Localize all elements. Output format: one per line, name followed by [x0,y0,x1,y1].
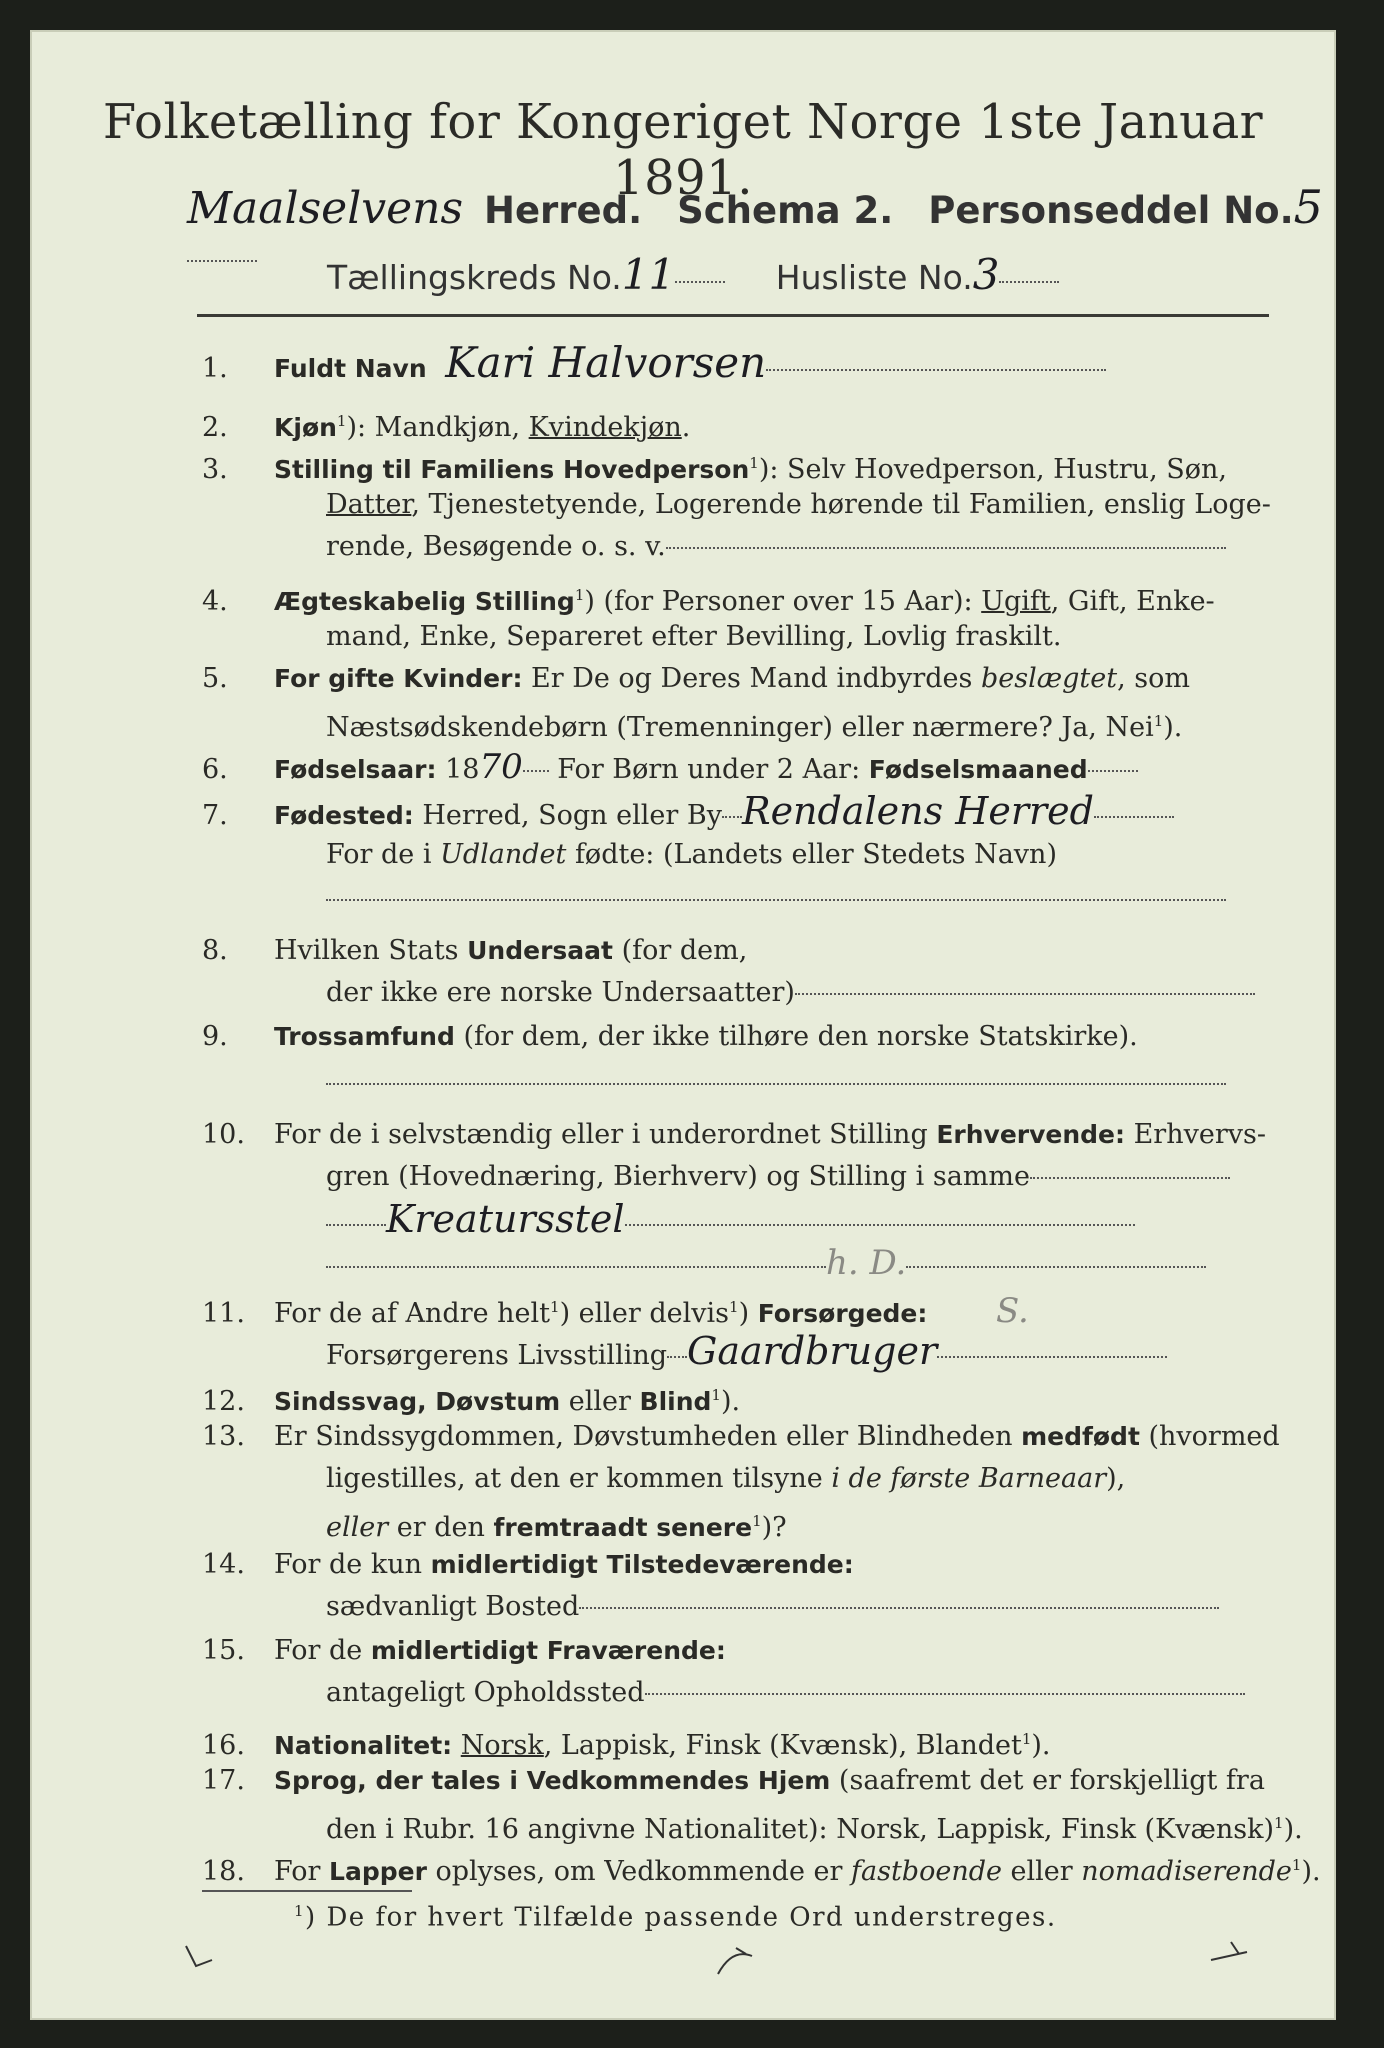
item-10 [202,1114,1277,1156]
footnote-marker: 1 [1291,1856,1302,1874]
herred-handwritten: Maalselvens [187,183,464,234]
item-text: For de af Andre helt [274,1298,551,1329]
item-number: 2. [202,412,228,443]
item-text: . [681,412,691,443]
item-18 [202,1844,1321,1893]
item-3-line-2 [202,484,1336,526]
item-8-line-2 [202,972,1336,1014]
item-text: Er Sindssygdommen, Døvstumheden eller Blindheden [274,1421,1022,1452]
item-label: Undersaat [467,936,613,965]
item-text: , Tjenestetyende, Logerende hørende til Familien, enslig Loge- [411,489,1271,520]
item-label: Forsørgede: [757,1299,928,1328]
item-text: ), [1106,1463,1126,1494]
item-7-line-3 [202,878,1336,920]
item-text: ) eller delvis [559,1298,730,1329]
item-text: (saafremt det er forskjelligt fra [830,1765,1265,1796]
selected-option: Kvindekjøn [528,412,682,443]
item-9 [202,1016,1277,1058]
item-number: 12. [202,1386,245,1417]
dotted-leader [625,1224,1135,1226]
item-text: ). [1283,1814,1303,1845]
item-text: Erhvervs- [1125,1119,1266,1150]
item-label: Fødselsmaaned [868,755,1088,784]
item-9-line-2 [202,1062,1336,1104]
item-text: (hvormed [1139,1421,1280,1452]
item-text: nomadiserende [1081,1856,1292,1887]
item-label: Ægteskabelig Stilling [274,587,575,616]
name-value: Kari Halvorsen [445,338,767,387]
dotted-leader [999,281,1059,283]
census-form [30,30,1336,2020]
item-7-line-2 [202,834,1336,876]
item-number: 7. [202,800,228,831]
dotted-leader [937,1356,1167,1358]
footnote-marker: 1 [294,1902,306,1920]
item-text: ): Selv Hovedperson, Hustru, Søn, [758,454,1227,485]
footnote-marker: 1 [336,412,347,430]
item-3-line-3 [202,526,1336,568]
dotted-leader [906,1266,1206,1268]
item-17 [202,1760,1277,1802]
dotted-leader [667,1356,687,1358]
item-11 [202,1286,1277,1335]
item-text: For [274,1856,330,1887]
item-text: i de første Barneaar [831,1463,1107,1494]
footnote-marker: 1 [729,1298,739,1316]
form-title: Folketælling for Kongeriget Norge 1ste Januar 1891. [102,94,1264,206]
item-13-line-2 [202,1458,1336,1500]
item-text: For de i selvstændig eller i underordnet Stilling [274,1119,937,1150]
dotted-leader [187,260,257,262]
item-number: 18. [202,1856,245,1887]
item-15 [202,1630,1277,1672]
item-13-line-3 [202,1500,1336,1549]
item-text: Udlandet [440,839,567,870]
birth-year-prefix: 18 [445,754,480,785]
dotted-leader [326,1224,386,1226]
item-number: 11. [202,1298,245,1329]
item-6 [202,746,1277,791]
item-text: antageligt Opholdssted [326,1677,645,1708]
item-text: Hvilken Stats [274,935,468,966]
item-text: rende, Besøgende o. s. v. [326,531,666,562]
item-text: For de i [326,839,441,870]
dotted-leader [795,993,1255,995]
personseddel-label: Personseddel No. [928,189,1294,232]
birth-year-value: 70 [479,747,523,787]
item-text: ). [1031,1730,1051,1761]
item-label: Fødselsaar: [274,755,437,784]
item-text: For de [274,1635,371,1666]
item-text: den i Rubr. 16 angivne Nationalitet): Norsk, Lappisk, Finsk (Kvænsk) [326,1814,1275,1845]
item-label: For gifte Kvinder: [274,664,523,693]
birthplace-value: Rendalens Herred [741,789,1094,833]
item-label: Kjøn [274,413,337,442]
item-label: Trossamfund [274,1022,455,1051]
item-label: midlertidigt Fraværende: [370,1636,726,1665]
selected-option: Norsk [460,1730,544,1761]
item-text: mand, Enke, Separeret efter Bevilling, Lovlig fraskilt. [326,621,1062,652]
item-14-line-2 [202,1586,1336,1628]
item-text: beslægtet [980,663,1118,694]
item-label: Erhvervende: [936,1120,1126,1149]
dotted-leader [1094,816,1174,818]
item-label: Blind [639,1387,712,1416]
item-text: )? [761,1512,787,1543]
item-5 [202,658,1277,700]
footnote-marker: 1 [1274,1814,1284,1832]
item-number: 6. [202,754,228,785]
footnote-marker: 1 [1021,1730,1032,1748]
occupation-annotation: h. D. [826,1243,907,1283]
item-7 [202,790,1277,837]
kreds-label: Tællingskreds No. [327,258,622,297]
kreds-number: 11 [621,250,676,299]
husliste-label: Husliste No. [775,258,973,297]
dotted-leader [326,1266,826,1268]
item-text: Herred, Sogn eller By [413,800,722,831]
item-1 [202,338,1277,390]
item-label: Fuldt Navn [274,354,427,383]
item-text: eller [326,1512,389,1543]
corner-mark-icon [1207,1938,1257,1968]
item-13 [202,1416,1280,1458]
item-8 [202,930,1277,972]
item-number: 4. [202,586,228,617]
header-divider [197,314,1269,317]
header-line-kreds [327,250,1059,299]
item-label: Sindssvag, Døvstum [274,1387,561,1416]
dotted-leader [766,369,1106,371]
footnote-divider [202,1890,412,1892]
item-text: er den [388,1512,494,1543]
dotted-leader [1030,1177,1230,1179]
dotted-leader [326,899,1226,901]
item-text: , Gift, Enke- [1050,586,1215,617]
item-text: gren (Hovednæring, Bierhverv) og Stilling i samme [326,1161,1031,1192]
footnote-marker: 1 [1153,712,1164,730]
item-5-line-2 [202,700,1336,749]
item-label: Sprog, der tales i Vedkommendes Hjem [274,1766,831,1795]
item-text: ). [720,1386,741,1417]
husliste-number: 3 [972,250,1000,299]
item-text: , Lappisk, Finsk (Kvænsk), Blandet [543,1730,1022,1761]
item-14 [202,1544,1277,1586]
item-label: fremtraadt senere [493,1513,753,1542]
item-number: 17. [202,1765,245,1796]
item-number: 16. [202,1730,245,1761]
item-text: ). [1301,1856,1321,1887]
footnote-marker: 1 [574,586,585,604]
schema-label: Schema 2. [677,189,894,232]
occupation-value: Kreatursstel [386,1197,625,1241]
item-label: Lapper [329,1857,427,1886]
item-label: Fødested: [274,801,414,830]
item-number: 14. [202,1549,245,1580]
dotted-leader [645,1693,1245,1695]
dotted-leader [675,281,725,283]
item-number: 13. [202,1421,245,1452]
item-number: 9. [202,1021,228,1052]
footnote-text: ) De for hvert Tilfælde passende Ord understreges. [305,1902,1057,1933]
item-10-line-3 [202,1198,1336,1245]
selected-option: Ugift [981,586,1051,617]
item-4-line-2 [202,616,1336,658]
dotted-leader [1088,770,1138,772]
dotted-leader [326,1083,1226,1085]
item-label: Stilling til Familiens Hovedperson [274,455,750,484]
corner-mark-icon [712,1944,772,1984]
item-text: ligestilles, at den er kommen tilsyne [326,1463,832,1494]
item-number: 5. [202,663,228,694]
item-text: ): Mandkjøn, [346,412,529,443]
item-text: ) (for Personer over 15 Aar): [584,586,982,617]
item-number: 10. [202,1119,245,1150]
dotted-leader [523,770,549,772]
item-15-line-2 [202,1672,1336,1714]
item-text: fødte: (Landets eller Stedets Navn) [566,839,1057,870]
item-text: For de kun [274,1549,431,1580]
item-text: (for dem, der ikke tilhøre den norske Statskirke). [454,1021,1138,1052]
item-text: For Børn under 2 Aar: [548,754,869,785]
footnote [294,1902,1057,1933]
selected-option: Datter [326,489,412,520]
item-label: Nationalitet: [274,1731,453,1760]
item-10-line-4 [202,1242,1336,1287]
item-number: 15. [202,1635,245,1666]
item-text: eller [560,1386,640,1417]
item-text: sædvanligt Bosted [326,1591,580,1622]
item-text: Er De og Deres Mand indbyrdes [522,663,981,694]
item-number: 3. [202,454,228,485]
corner-mark-icon [182,1942,222,1972]
item-text: , som [1117,663,1190,694]
footnote-marker: 1 [711,1386,721,1404]
herred-label: Herred. [484,189,643,232]
item-text: Forsørgerens Livsstilling [326,1340,668,1371]
footnote-marker: 1 [550,1298,560,1316]
item-10-line-2 [202,1156,1336,1198]
item-label: midlertidigt Tilstedeværende: [430,1550,854,1579]
item-text: fastboende [851,1856,1002,1887]
item-label: medfødt [1021,1422,1140,1451]
item-text: oplyses, om Vedkommende er [426,1856,851,1887]
dotted-leader [579,1607,1219,1609]
item-number: 8. [202,935,228,966]
dotted-leader [722,816,742,818]
item-text: der ikke ere norske Undersaatter) [326,977,795,1008]
footnote-marker: 1 [752,1512,762,1530]
personseddel-number: 5 [1293,180,1323,234]
item-text: ) [738,1298,758,1329]
dotted-leader [666,547,1226,549]
provider-occupation-value: Gaardbruger [687,1329,938,1373]
item-text: ). [1163,712,1183,743]
item-text: eller [1001,1856,1082,1887]
item-text: (for dem, [612,935,748,966]
item-11-line-2 [202,1330,1336,1377]
item-text: Næstsødskendebørn (Tremenninger) eller nærmere? Ja, Nei [326,712,1154,743]
item-number: 1. [202,353,228,384]
footnote-marker: 1 [749,454,759,472]
handwritten-mark: S. [995,1291,1029,1331]
